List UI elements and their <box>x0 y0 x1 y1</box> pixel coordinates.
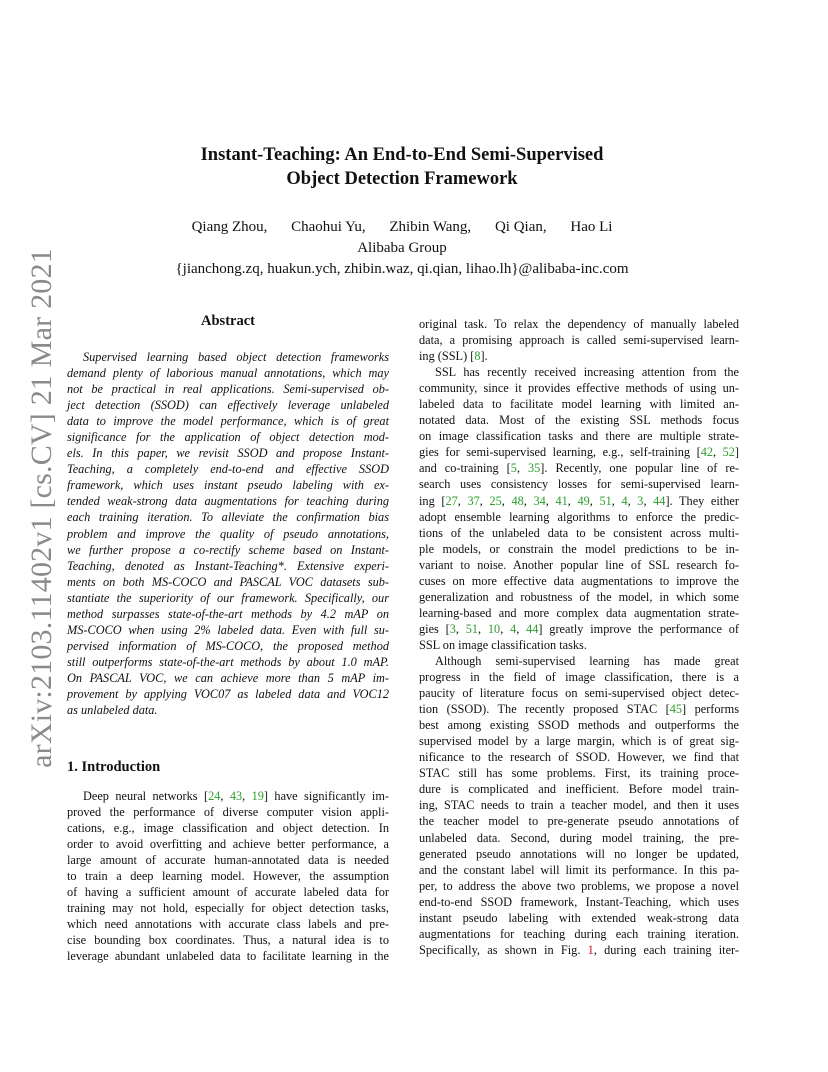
right-column-body <box>419 316 739 958</box>
intro-line: of having a sufficient amount of accurate labeled data for <box>67 885 389 900</box>
citation-link[interactable]: 44 <box>526 621 539 636</box>
body-line: nificance to the research of SSOD. However, we find that <box>419 750 739 765</box>
abstract-line: MS-COCO when using 2% labeled data. Even with full su- <box>67 622 389 637</box>
body-line: variant to noise. Another popular line of SSL research fo- <box>419 557 739 572</box>
body-line: and co-training [5, 35]. Recently, one popular line of re- <box>419 461 739 476</box>
body-line: paucity of literature focus on semi-supervised object detec- <box>419 686 739 701</box>
intro-line: leverage abundant unlabeled data to facilitate learning in the <box>67 949 389 964</box>
body-line: the teacher model to pre-generate pseudo annotations of <box>419 814 739 829</box>
body-line: search uses consistency losses for semi-supervised learn- <box>419 477 739 492</box>
citation-link[interactable]: 24 <box>208 789 221 803</box>
citation-link[interactable]: 10 <box>487 621 501 636</box>
citation-link[interactable]: 51 <box>465 621 479 636</box>
body-line: instant pseudo labeling with extended weak-strong data <box>419 910 739 925</box>
citation-link[interactable]: 35 <box>528 461 541 476</box>
abstract-line: stantiate the superiority of our framework. Specifically, our <box>67 590 389 605</box>
citation-link[interactable]: 43 <box>229 789 243 803</box>
body-line: best among existing SSOD methods and outperforms the <box>419 718 739 733</box>
citation-link[interactable]: 19 <box>251 789 264 803</box>
abstract-line: Teaching, denoted as Instant-Teaching*. Extensive experi- <box>67 558 389 573</box>
abstract-line: tended weak-strong data augmentations for teaching during <box>67 494 389 509</box>
abstract-line: each training iteration. To alleviate the confirmation bias <box>67 510 389 525</box>
body-line: gies [3, 51, 10, 4, 44] greatly improve the performance of <box>419 621 739 636</box>
abstract-line: Teaching, a completely end-to-end and effective SSOD <box>67 462 389 477</box>
abstract-line: we further propose a co-rectify scheme based on Instant- <box>67 542 389 557</box>
figure-link[interactable]: 1 <box>587 942 594 957</box>
abstract-line: problem and improve the quality of pseudo annotations, <box>67 526 389 541</box>
citation-link[interactable]: 42 <box>700 445 713 460</box>
author-5: Hao Li <box>570 219 613 235</box>
intro-line: order to avoid overfitting and achieve better performance, a <box>67 837 389 852</box>
abstract-line: not be practical in real applications. Semi-supervised ob- <box>67 382 389 397</box>
author-emails: {jianchong.zq, huakun.ych, zhibin.waz, qi.qian, lihao.lh}@alibaba-inc.com <box>175 261 629 277</box>
body-line: generated pseudo annotations will no longer be updated, <box>419 846 739 861</box>
author-block <box>120 217 684 280</box>
citation-link[interactable]: 41 <box>555 493 568 508</box>
body-line: progress in the field of image classification, there is a <box>419 670 739 685</box>
body-line: gies for semi-supervised learning, e.g., self-training [42, 52] <box>419 445 740 460</box>
body-line: ple models, or constrain the model predictions to be in- <box>419 541 739 556</box>
abstract-line: ments on both MS-COCO and PASCAL VOC datasets sub- <box>67 574 389 589</box>
citation-link[interactable]: 49 <box>577 493 590 508</box>
citation-link[interactable]: 3 <box>637 493 644 508</box>
citation-link[interactable]: 34 <box>533 493 546 508</box>
intro-line: training may not hold, especially for object detection tasks, <box>67 901 389 916</box>
body-line: SSL on image classification tasks. <box>419 637 587 652</box>
author-names <box>120 217 684 238</box>
citation-link[interactable]: 4 <box>510 621 517 636</box>
body-line: dure is complicated and inefficient. Before model train- <box>419 782 739 797</box>
intro-line: cise bounding box coordinates. Thus, a natural idea is to <box>67 933 389 948</box>
body-line: cuses on more effective data augmentations to improve the <box>419 573 739 588</box>
abstract-line: as unlabeled data. <box>67 703 158 718</box>
citation-link[interactable]: 27 <box>445 493 458 508</box>
citation-link[interactable]: 3 <box>449 621 456 636</box>
paper-title <box>150 143 654 191</box>
body-line: and the constant label will limit its performance. In this pa- <box>419 862 739 877</box>
body-line: community, since it provides effective methods of using un- <box>419 381 739 396</box>
arxiv-identifier: arXiv:2103.11402v1 [cs.CV] 21 Mar 2021 <box>25 248 59 768</box>
citation-link[interactable]: 25 <box>489 493 502 508</box>
body-line: notated data. Most of the existing SSL methods focus <box>419 413 739 428</box>
body-line: tions of the unlabeled data to be consistent across multi- <box>419 525 739 540</box>
abstract-line: Supervised learning based object detection frameworks <box>83 350 389 364</box>
intro-line: to train a deep learning model. However, the assumption <box>67 869 389 884</box>
abstract-line: On PASCAL VOC, we can achieve more than 5 mAP im- <box>67 670 389 685</box>
body-line: STAC still has some problems. First, its training proce- <box>419 766 739 781</box>
body-line: Specifically, as shown in Fig. 1, during each training iter- <box>419 942 739 957</box>
abstract-body <box>67 349 389 718</box>
body-line: SSL has recently received increasing attention from the <box>435 365 739 380</box>
section-heading-introduction: 1. Introduction <box>67 759 161 775</box>
abstract-line: significance for the application of object detection mod- <box>67 430 389 445</box>
abstract-line: pervised information of MS-COCO, the proposed method <box>67 638 389 653</box>
body-line: augmentations for teaching during each training iteration. <box>419 926 739 941</box>
body-line: ing [27, 37, 25, 48, 34, 41, 49, 51, 4, 3, 44]. They either <box>419 493 739 508</box>
abstract-line: els. In this paper, we revisit SSOD and propose Instant- <box>67 446 389 461</box>
body-line: end-to-end SSOD framework, Instant-Teaching, which uses <box>419 894 739 909</box>
citation-link[interactable]: 37 <box>467 493 480 508</box>
affiliation: Alibaba Group <box>357 240 447 256</box>
body-line: data, a promising approach is called semi-supervised learn- <box>419 333 739 348</box>
intro-line: large amount of accurate human-annotated data is needed <box>67 853 389 868</box>
body-line: per, to address the above two problems, we propose a novel <box>419 878 739 893</box>
citation-link[interactable]: 5 <box>510 461 517 476</box>
abstract-line: demand plenty of laborious manual annotations, which may <box>67 366 389 381</box>
body-line: ing (SSL) [8]. <box>419 349 488 364</box>
abstract-line: framework, which uses instant pseudo labeling with ex- <box>67 478 389 493</box>
citation-link[interactable]: 4 <box>621 493 628 508</box>
abstract-line: provement by applying VOC07 as labeled data and VOC12 <box>67 686 389 701</box>
body-line: tion (SSOD). The recently proposed STAC [45] performs <box>419 702 739 717</box>
author-3: Zhibin Wang, <box>389 219 472 235</box>
citation-link[interactable]: 48 <box>511 493 524 508</box>
abstract-line: data to improve the model performance, which is of great <box>67 414 389 429</box>
body-line: unlabeled data. Second, during model training, the pre- <box>419 830 739 845</box>
body-line: Although semi-supervised learning has made great <box>435 653 739 668</box>
intro-line: which need annotations with accurate class labels and pre- <box>67 917 389 932</box>
citation-link[interactable]: 52 <box>722 445 735 460</box>
introduction-body <box>67 788 389 965</box>
body-line: original task. To relax the dependency of manually labeled <box>419 317 739 331</box>
author-4: Qi Qian, <box>494 219 547 235</box>
body-line: learning-based and more complex data augmentation strate- <box>419 605 739 620</box>
abstract-line: ject detection (SSOD) can effectively leverage unlabeled <box>67 398 389 413</box>
abstract-heading: Abstract <box>201 313 255 329</box>
body-line: adopt ensemble learning algorithms to enforce the predic- <box>419 509 739 524</box>
abstract-line: method surpasses state-of-the-art methods by 4.2 mAP on <box>67 606 389 621</box>
intro-line: proved the performance of diverse computer vision appli- <box>67 805 389 820</box>
citation-link[interactable]: 51 <box>599 493 612 508</box>
author-1: Qiang Zhou, <box>191 219 268 235</box>
author-2: Chaohui Yu, <box>291 219 366 235</box>
body-line: generalization and robustness of the model, in which some <box>419 589 739 604</box>
intro-line: cations, e.g., image classification and object detection. In <box>67 821 389 836</box>
paper-title-line-2: Object Detection Framework <box>286 169 518 189</box>
citation-link[interactable]: 44 <box>653 493 666 508</box>
body-line: labeled data to facilitate model learning with limited an- <box>419 397 739 412</box>
citation-link[interactable]: 45 <box>669 702 683 717</box>
intro-line: Deep neural networks [24, 43, 19] have significantly im- <box>83 789 389 803</box>
citation-link[interactable]: 8 <box>474 349 481 364</box>
arxiv-watermark <box>22 248 62 768</box>
body-line: supervised model by a large margin, which is of great sig- <box>419 734 739 749</box>
paper-title-line-1: Instant-Teaching: An End-to-End Semi-Supervised <box>200 145 604 165</box>
abstract-line: still outperforms state-of-the-art methods by about 1.0 mAP. <box>67 654 389 669</box>
body-line: on image classification tasks and there are multiple strate- <box>419 429 739 444</box>
body-line: ing, STAC needs to train a teacher model, and then it uses <box>419 798 739 813</box>
